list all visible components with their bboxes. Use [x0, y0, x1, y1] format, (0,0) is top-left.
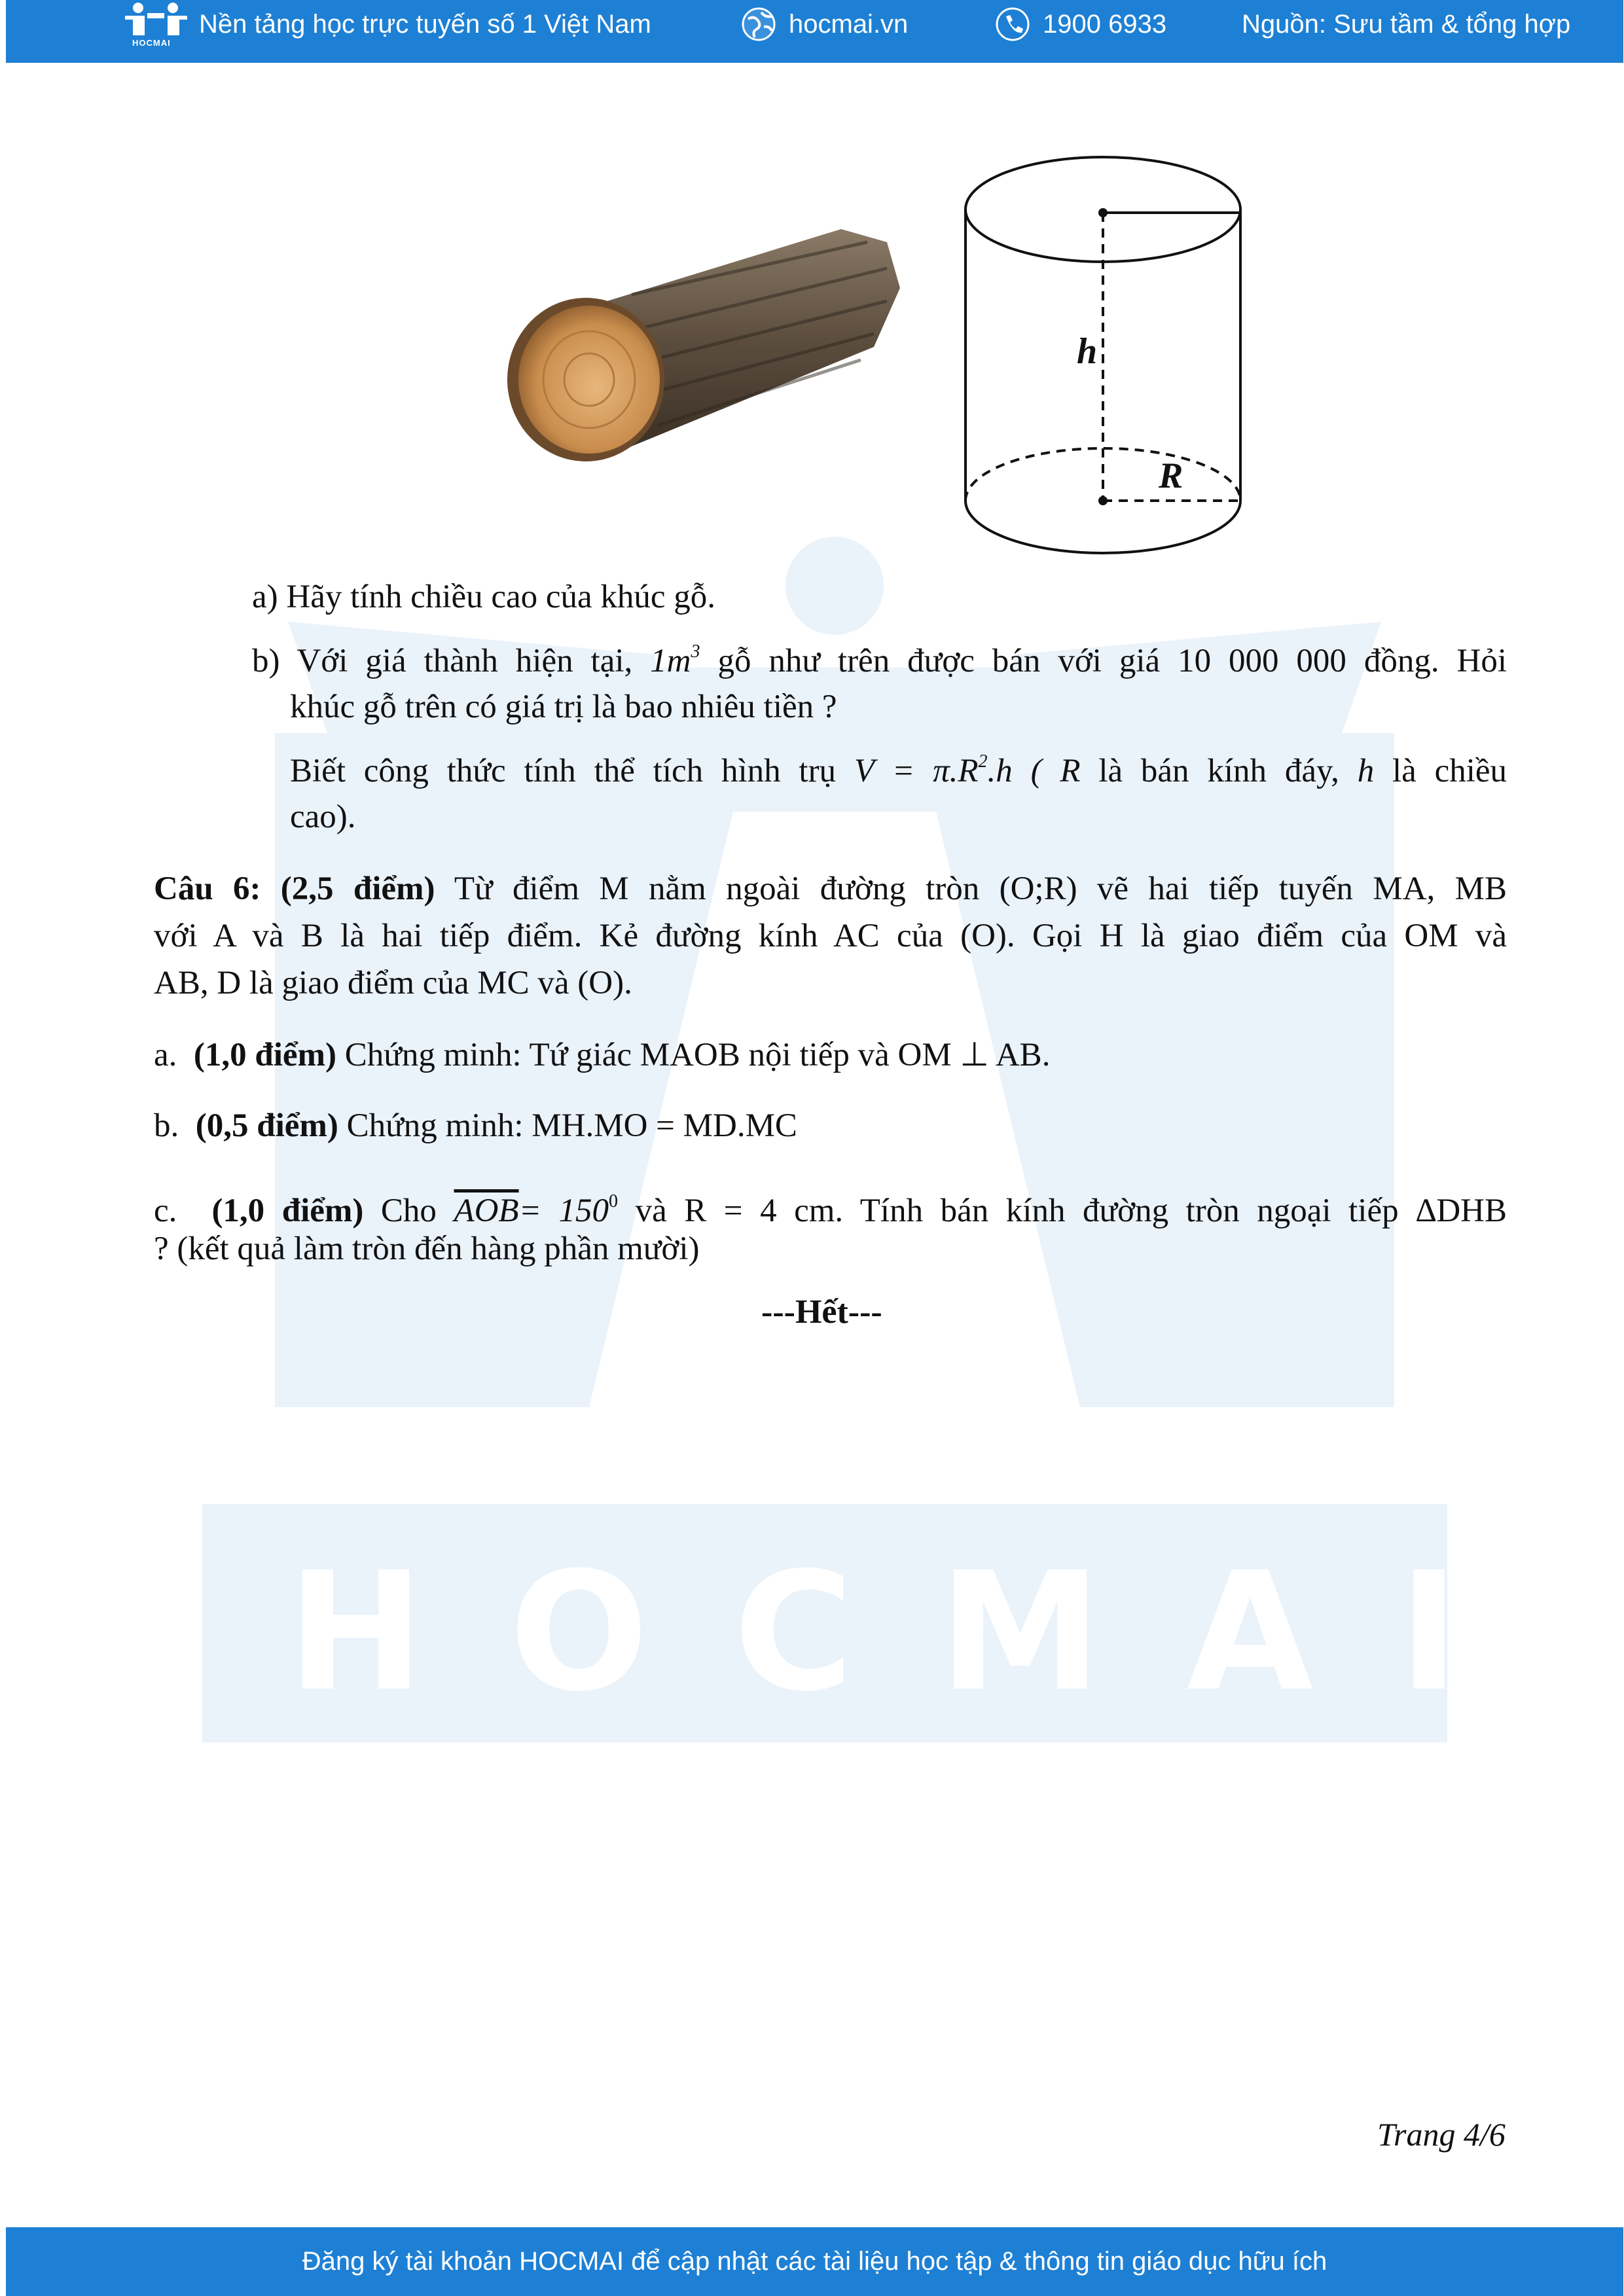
watermark-text: HOCMAI: [287, 1537, 1545, 1727]
q6-part-a: a. (1,0 điểm) Chứng minh: Tứ giác MAOB nội tiếp và OM ⊥ AB.: [154, 1037, 1051, 1073]
q5-formula-line2: cao).: [290, 798, 356, 835]
phone-icon: [996, 7, 1030, 41]
footer-text: Đăng ký tài khoản HOCMAI để cập nhật các tài liệu học tập & thông tin giáo dục hữu ích: [302, 2247, 1327, 2276]
header-slogan: Nền tảng học trực tuyến số 1 Việt Nam: [199, 9, 651, 39]
q6-line2: với A và B là hai tiếp điểm. Kẻ đường kính AC của (O). Gọi H là giao điểm của OM và: [154, 918, 1507, 954]
radius-label: R: [1159, 456, 1183, 496]
q5-part-b-line2: khúc gỗ trên có giá trị là bao nhiêu tiền ?: [290, 689, 837, 725]
q5-part-a: a) Hãy tính chiều cao của khúc gỗ.: [252, 579, 716, 615]
q6-line1: Câu 6: (2,5 điểm) Từ điểm M nằm ngoài đường tròn (O;R) vẽ hai tiếp tuyến MA, MB: [154, 870, 1507, 907]
q6-part-c: c. (1,0 điểm) Cho $\overline{AOB}= 150^0$ và R = 4 cm. Tính bán kính đường tròn ngoại tiếp ∆DHB: [154, 1191, 1507, 1229]
header-bar: [6, 0, 1623, 63]
logo-text: HOCMAI: [132, 38, 171, 48]
phone-text: 1900 6933: [1043, 9, 1167, 39]
q6-part-c-line2: ? (kết quả làm tròn đến hàng phần mười): [154, 1230, 700, 1267]
wood-log-image: [501, 216, 907, 465]
header-website[interactable]: [742, 0, 908, 48]
header-phone[interactable]: [996, 0, 1166, 48]
watermark-band: [202, 1504, 1545, 1742]
q5-formula-line: Biết công thức tính thể tích hình trụ $V = \pi.R^2.h$ ( R là bán kính đáy, h là chiều: [290, 751, 1507, 789]
q5-part-b-line1: b) Với giá thành hiện tại, $1m^3$ gỗ như trên được bán với giá 10 000 000 đồng. Hỏi: [252, 641, 1507, 679]
page-number: Trang 4/6: [1377, 2116, 1506, 2153]
q6-part-b: b. (0,5 điểm) Chứng minh: MH.MO = MD.MC: [154, 1107, 797, 1144]
cylinder-diagram: [959, 147, 1247, 560]
q6-line3: AB, D là giao điểm của MC và (O).: [154, 965, 632, 1001]
footer-bar[interactable]: [6, 2227, 1623, 2296]
q6-label: Câu 6: (2,5 điểm): [154, 870, 435, 907]
height-label: h: [1077, 331, 1098, 372]
header-source: Nguồn: Sưu tầm & tổng hợp: [1242, 9, 1571, 39]
website-text: hocmai.vn: [789, 9, 909, 39]
end-mark: ---Hết---: [761, 1293, 882, 1331]
globe-icon: [742, 7, 776, 41]
